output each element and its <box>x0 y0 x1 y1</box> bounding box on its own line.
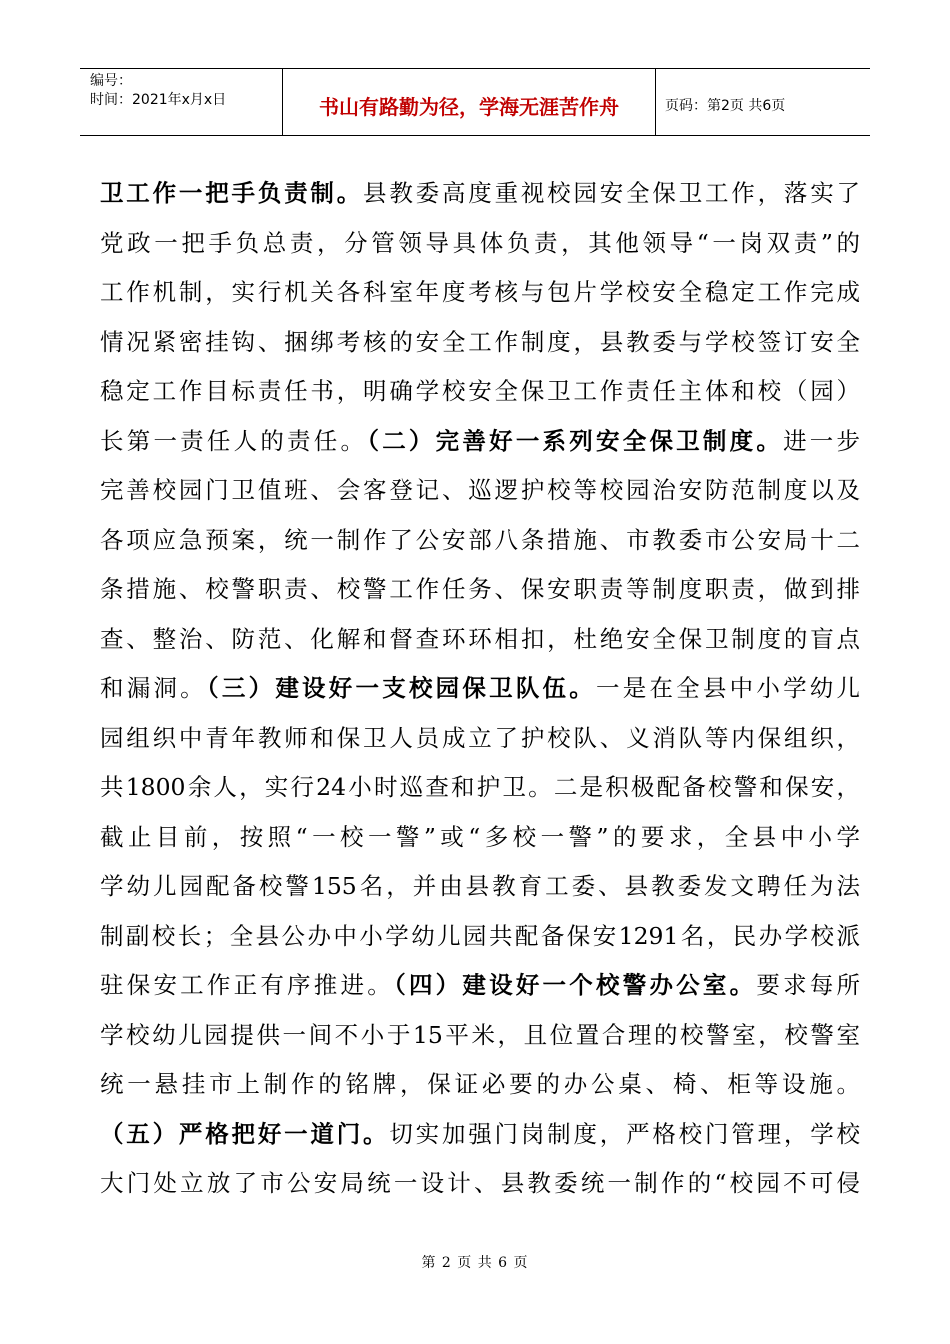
body-line <box>100 417 860 467</box>
body-line: 各项应急预案，统一制作了公安部八条措施、市教委市公安局十二 <box>100 525 860 554</box>
document-header <box>80 68 870 136</box>
body-line: 截止目前，按照“一校一警”或“多校一警”的要求，全县中小学 <box>100 822 860 851</box>
body-line: 党政一把手负总责，分管领导具体负责，其他领导“一岗双责”的 <box>100 228 860 257</box>
body-line: 完善校园门卫值班、会客登记、巡逻护校等校园治安防范制度以及 <box>100 476 860 504</box>
body-text-run: 驻保安工作正有序推进。 <box>100 971 394 999</box>
document-time-label: 时间：2021年x月x日 <box>90 92 227 108</box>
body-text-run: 进一步 <box>783 426 861 455</box>
body-text-run: 一是在全县中小学幼儿 <box>596 674 861 702</box>
body-line: 大门处立放了市公安局统一设计、县教委统一制作的“校园不可侵 <box>100 1169 860 1197</box>
body-line <box>100 169 860 219</box>
page-footer: 第 2 页 共 6 页 <box>421 1255 529 1271</box>
bold-heading: （四）建设好一个校警办公室。 <box>393 971 757 999</box>
document-number-label: 编号： <box>90 73 132 89</box>
body-text-run: 和漏洞。 <box>100 674 207 702</box>
header-meta <box>80 69 283 135</box>
bold-heading: （三）建设好一支校园保卫队伍。 <box>206 674 597 702</box>
body-line: 统一悬挂市上制作的铭牌，保证必要的办公桌、椅、柜等设施。 <box>100 1070 860 1098</box>
document-body <box>100 169 860 1209</box>
body-text-run: 切实加强门岗制度，严格校门管理，学校 <box>389 1119 861 1148</box>
body-text-run: 要求每所 <box>756 971 861 999</box>
body-line: 学校幼儿园提供一间不小于15平米，且位置合理的校警室，校警室 <box>100 1020 860 1049</box>
body-line: 制副校长；全县公办中小学幼儿园共配备保安1291名，民办学校派 <box>100 921 860 950</box>
body-line <box>100 664 860 714</box>
body-line: 共1800余人，实行24小时巡查和护卫。二是积极配备校警和保安， <box>100 773 860 801</box>
body-line: 条措施、校警职责、校警工作任务、保安职责等制度职责，做到排 <box>100 575 860 603</box>
body-line <box>100 961 860 1011</box>
header-page-number: 页码：第2页 共6页 <box>665 98 786 114</box>
bold-heading: 卫工作一把手负责制。 <box>100 179 364 207</box>
body-line <box>100 1110 860 1160</box>
header-motto: 书山有路勤为径，学海无涯苦作舟 <box>283 69 656 135</box>
body-line: 园组织中青年教师和保卫人员成立了护校队、义消队等内保组织， <box>100 723 860 752</box>
body-line: 查、整治、防范、化解和督查环环相扣，杜绝安全保卫制度的盲点 <box>100 624 860 653</box>
bold-heading: （五）严格把好一道门。 <box>100 1119 390 1148</box>
body-text-run: 长第一责任人的责任。 <box>100 426 368 455</box>
body-line: 稳定工作目标责任书，明确学校安全保卫工作责任主体和校（园） <box>100 377 860 405</box>
body-line: 工作机制，实行机关各科室年度考核与包片学校安全稳定工作完成 <box>100 278 860 306</box>
body-text-run: 县教委高度重视校园安全保卫工作，落实了 <box>363 179 861 207</box>
body-line: 学幼儿园配备校警155名，并由县教育工委、县教委发文聘任为法 <box>100 872 860 900</box>
body-line: 情况紧密挂钩、捆绑考核的安全工作制度，县教委与学校签订安全 <box>100 327 860 356</box>
bold-heading: （二）完善好一系列安全保卫制度。 <box>367 426 784 455</box>
